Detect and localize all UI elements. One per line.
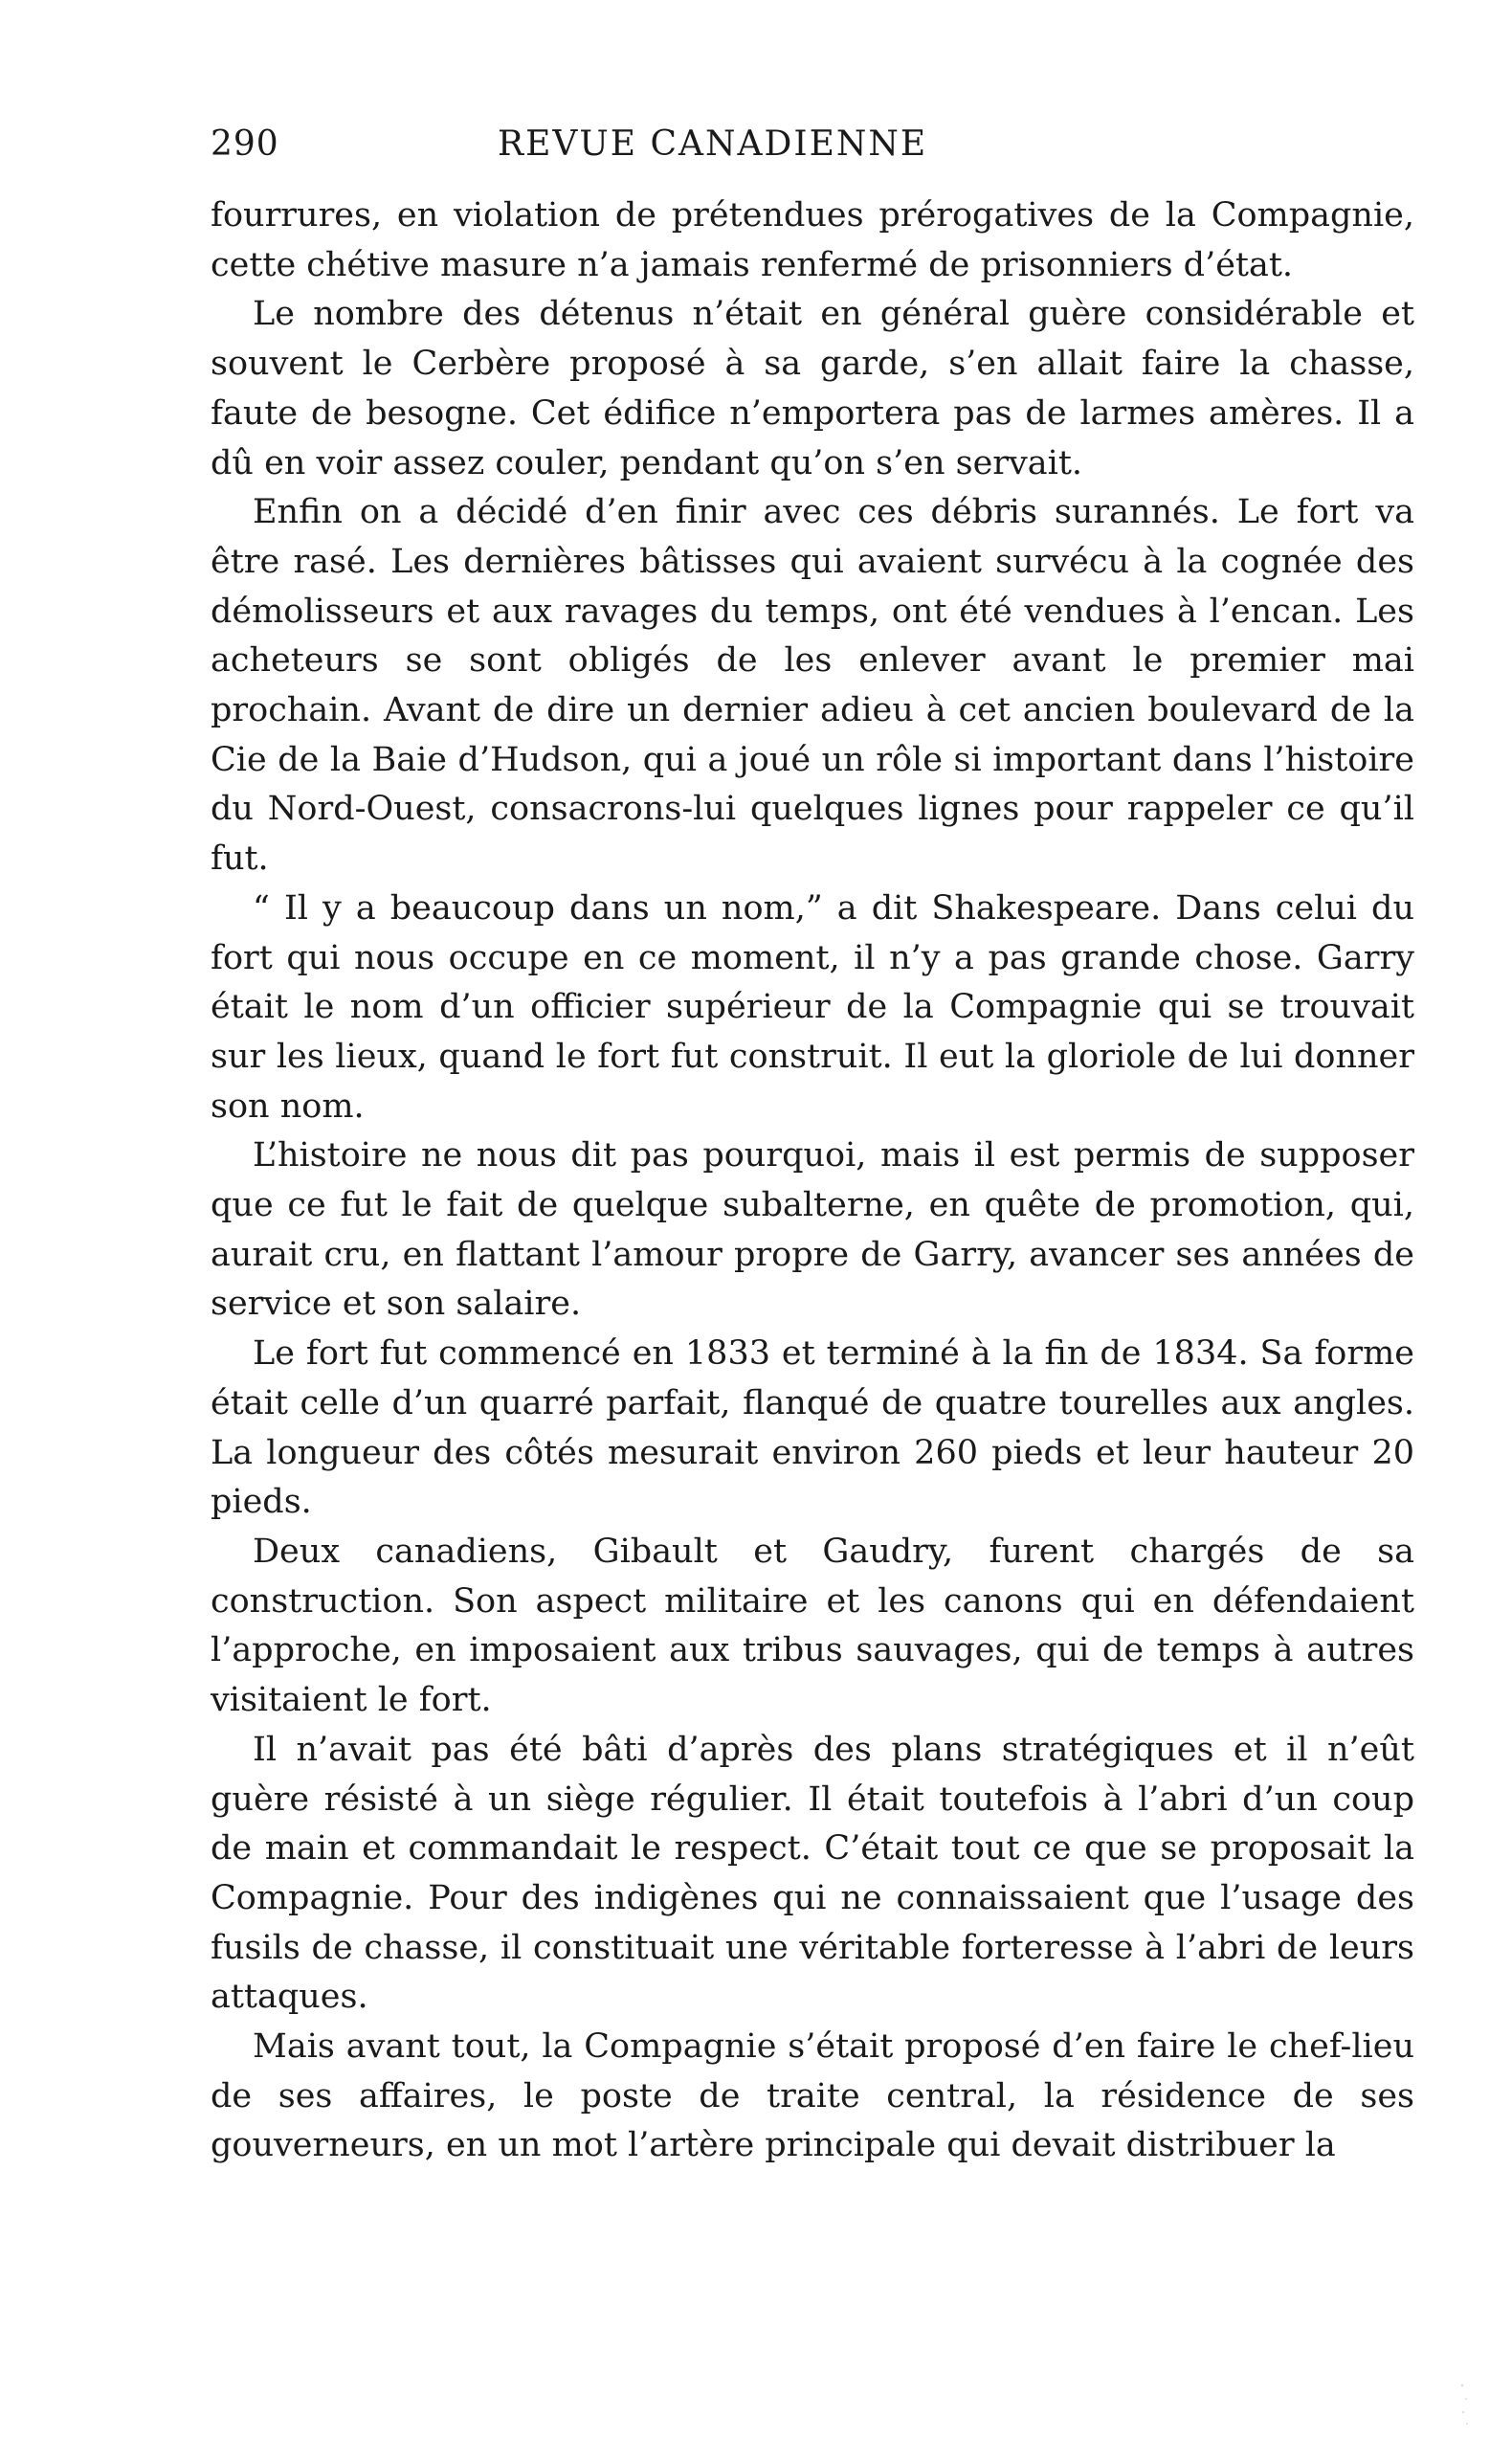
paragraph: Mais avant tout, la Compagnie s’était proposé d’en faire le chef-lieu de ses affaires, le poste de traite central, la résidence de ses gouverneurs, en un mot l’artère principale qui devait distribuer la <box>211 2027 1414 2165</box>
scan-speck-decoration <box>1455 2376 1474 2433</box>
book-page <box>211 124 1414 2171</box>
running-title: REVUE CANADIENNE <box>498 124 928 164</box>
paragraph: Le nombre des détenus n’était en général guère considérable et souvent le Cerbère proposé à sa garde, s’en allait faire la chasse, faute de besogne. Cet édifice n’emportera pas de larmes amères. Il a dû en voir assez couler, pendant qu’on s’en servait. <box>211 295 1414 482</box>
paragraph: L’histoire ne nous dit pas pourquoi, mais il est permis de supposer que ce fut le fait de quelque subalterne, en quête de promotion, qui, aurait cru, en flattant l’amour propre de Garry, avancer ses années de service et son salaire. <box>211 1136 1414 1324</box>
page-number: 290 <box>211 124 279 164</box>
paragraph: “ Il y a beaucoup dans un nom,” a dit Shakespeare. Dans celui du fort qui nous occupe en ce moment, il n’y a pas grande chose. Garry était le nom d’un officier supérieur de la Compagnie qui se trouvait sur les lieux, quand le fort fut construit. Il eut la gloriole de lui donner son nom. <box>211 888 1414 1126</box>
paragraph: Enfin on a décidé d’en finir avec ces débris surannés. Le fort va être rasé. Les dernières bâtisses qui avaient survécu à la cognée des démolisseurs et aux ravages du temps, ont été vendues à l’encan. Les acheteurs se sont obligés de les enlever avant le premier mai prochain. Avant de dire un dernier adieu à cet ancien boulevard de la Cie de la Baie d’Hudson, qui a joué un rôle si important dans l’histoire du Nord-Ouest, consacrons-lui quelques lignes pour rappeler ce qu’il fut. <box>211 493 1414 879</box>
page-header <box>211 124 1414 191</box>
paragraph: Il n’avait pas été bâti d’après des plans stratégiques et il n’eût guère résisté à un siège régulier. Il était toutefois à l’abri d’un coup de main et commandait le respect. C’était tout ce que se proposait la Compagnie. Pour des indigènes qui ne connaissaient que l’usage des fusils de chasse, il constituait une véritable forteresse à l’abri de leurs attaques. <box>211 1730 1414 2017</box>
paragraph: Deux canadiens, Gibault et Gaudry, furent chargés de sa construction. Son aspect militaire et les canons qui en défendaient l’approche, en imposaient aux tribus sauvages, qui de temps à autres visitaient le fort. <box>211 1532 1414 1720</box>
paragraph: Le fort fut commencé en 1833 et terminé à la fin de 1834. Sa forme était celle d’un quarré parfait, flanqué de quatre tourelles aux angles. La longueur des côtés mesurait environ 260 pieds et leur hauteur 20 pieds. <box>211 1334 1414 1522</box>
paragraph-continued: fourrures, en violation de prétendues prérogatives de la Compagnie, cette chétive masure n’a jamais renfermé de prisonniers d’état. <box>211 196 1414 284</box>
body-text <box>211 191 1414 2171</box>
